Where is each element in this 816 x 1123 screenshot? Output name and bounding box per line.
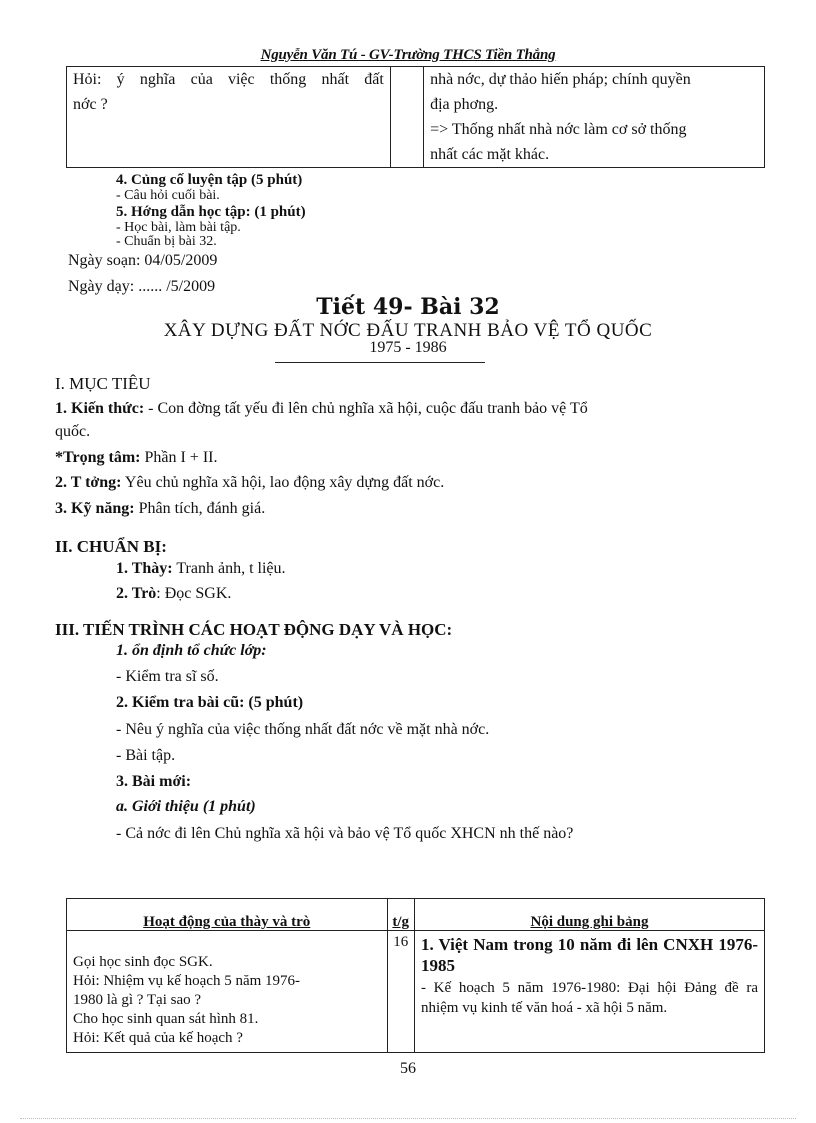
student-prep-line bbox=[116, 585, 231, 603]
teacher-prep-line bbox=[116, 560, 286, 578]
focus-text: Phần I + II. bbox=[140, 449, 218, 466]
top-right-line: => Thống nhất nhà nớc làm cơ sở thống bbox=[430, 121, 687, 138]
knowledge-text: - Con đờng tất yếu đi lên chủ nghĩa xã hội, cuộc đấu tranh bảo vệ Tổ bbox=[144, 400, 588, 417]
top-right-cell bbox=[424, 67, 765, 168]
lesson-table-header-activity: Hoạt động của thày và trò bbox=[67, 899, 388, 931]
knowledge-line bbox=[55, 400, 588, 418]
guidance-heading: 5. Hớng dẫn học tập: (1 phút) bbox=[116, 204, 306, 220]
focus-label: *Trọng tâm: bbox=[55, 449, 141, 466]
date-day: Ngày dạy: ...... /5/2009 bbox=[68, 278, 216, 295]
lesson-table-time-cell: 16 bbox=[387, 931, 414, 1053]
top-left-line: nớc ? bbox=[73, 96, 108, 113]
step-1-text: - Kiểm tra sĩ số. bbox=[116, 668, 219, 685]
activity-line: Hỏi: Kết quả của kế hoạch ? bbox=[73, 1030, 243, 1046]
lesson-years: 1975 - 1986 bbox=[369, 339, 447, 356]
lesson-table-header-time: t/g bbox=[387, 899, 414, 931]
step-2-text: - Bài tập. bbox=[116, 747, 176, 764]
top-table bbox=[66, 66, 765, 168]
activity-line: Cho học sinh quan sát hình 81. bbox=[73, 1011, 259, 1027]
section-2-heading: II. CHUẨN BỊ: bbox=[55, 537, 167, 556]
teacher-prep-text: Tranh ảnh, t liệu. bbox=[172, 560, 286, 577]
student-prep-label: 2. Trò bbox=[116, 585, 157, 602]
skills-line bbox=[55, 500, 265, 518]
intro-text: - Cả nớc đi lên Chủ nghĩa xã hội và bảo vệ Tổ quốc XHCN nh thế nào? bbox=[116, 825, 574, 842]
lesson-table-activity-cell bbox=[67, 931, 388, 1053]
lesson-table bbox=[66, 898, 765, 1053]
ideology-text: Yêu chủ nghĩa xã hội, lao động xây dựng đất nớc. bbox=[121, 474, 445, 491]
activity-line: 1980 là gì ? Tại sao ? bbox=[73, 992, 202, 1008]
focus-line bbox=[55, 449, 217, 467]
top-right-line: địa phơng. bbox=[430, 96, 499, 113]
top-left-cell bbox=[67, 67, 391, 168]
page-header: Nguyễn Văn Tú - GV-Trường THCS Tiền Thắng bbox=[260, 47, 556, 63]
intro-label: a. Giới thiệu (1 phút) bbox=[116, 798, 256, 815]
top-right-line: nhất các mặt khác. bbox=[430, 146, 550, 163]
footer-divider bbox=[20, 1118, 796, 1119]
teacher-prep-label: 1. Thày: bbox=[116, 560, 173, 577]
title-underline bbox=[275, 362, 485, 363]
step-1-label: 1. ổn định tổ chức lớp: bbox=[116, 642, 267, 659]
skills-label: 3. Kỹ năng: bbox=[55, 500, 135, 517]
lesson-title: Tiết 49- Bài 32 bbox=[316, 294, 500, 320]
activity-line: Hỏi: Nhiệm vụ kế hoạch 5 năm 1976- bbox=[73, 973, 301, 989]
knowledge-label: 1. Kiến thức: bbox=[55, 400, 145, 417]
lesson-table-header-content: Nội dung ghi bảng bbox=[414, 899, 764, 931]
top-left-line: Hỏi: ý nghĩa của việc thống nhất đất bbox=[73, 71, 384, 88]
consolidation-line: - Câu hỏi cuối bài. bbox=[116, 188, 220, 203]
content-text: - Kế hoạch 5 năm 1976-1980: Đại hội Đảng đề ra nhiệm vụ kinh tế văn hoá - xã hội 5 năm. bbox=[420, 980, 758, 1016]
activity-line: Gọi học sinh đọc SGK. bbox=[73, 954, 213, 970]
lesson-subtitle: XÂY DỰNG ĐẤT NỚC ĐẤU TRANH BẢO VỆ TỔ QUỐC bbox=[163, 320, 653, 341]
lesson-table-content-cell bbox=[414, 931, 764, 1053]
ideology-label: 2. T tởng: bbox=[55, 474, 122, 491]
student-prep-text: : Đọc SGK. bbox=[156, 585, 232, 602]
ideology-line bbox=[55, 474, 444, 492]
top-right-line: nhà nớc, dự thảo hiến pháp; chính quyền bbox=[430, 71, 691, 88]
guidance-line: - Học bài, làm bài tập. bbox=[116, 220, 241, 235]
step-2-text: - Nêu ý nghĩa của việc thống nhất đất nớc về mặt nhà nớc. bbox=[116, 721, 490, 738]
step-2-label: 2. Kiểm tra bài cũ: (5 phút) bbox=[116, 694, 304, 711]
top-mid-cell bbox=[390, 67, 423, 168]
section-3-heading: III. TIẾN TRÌNH CÁC HOẠT ĐỘNG DẠY VÀ HỌC: bbox=[55, 620, 453, 639]
knowledge-line-2: quốc. bbox=[55, 423, 91, 440]
guidance-line: - Chuẩn bị bài 32. bbox=[116, 234, 217, 249]
date-soan: Ngày soạn: 04/05/2009 bbox=[68, 252, 218, 269]
page-number: 56 bbox=[400, 1060, 416, 1077]
consolidation-heading: 4. Củng cố luyện tập (5 phút) bbox=[116, 172, 303, 188]
section-1-heading: I. MỤC TIÊU bbox=[55, 374, 151, 393]
content-heading: 1. Việt Nam trong 10 năm đi lên CNXH 1976-1985 bbox=[420, 935, 758, 975]
step-3-label: 3. Bài mới: bbox=[116, 773, 192, 790]
skills-text: Phân tích, đánh giá. bbox=[134, 500, 266, 517]
